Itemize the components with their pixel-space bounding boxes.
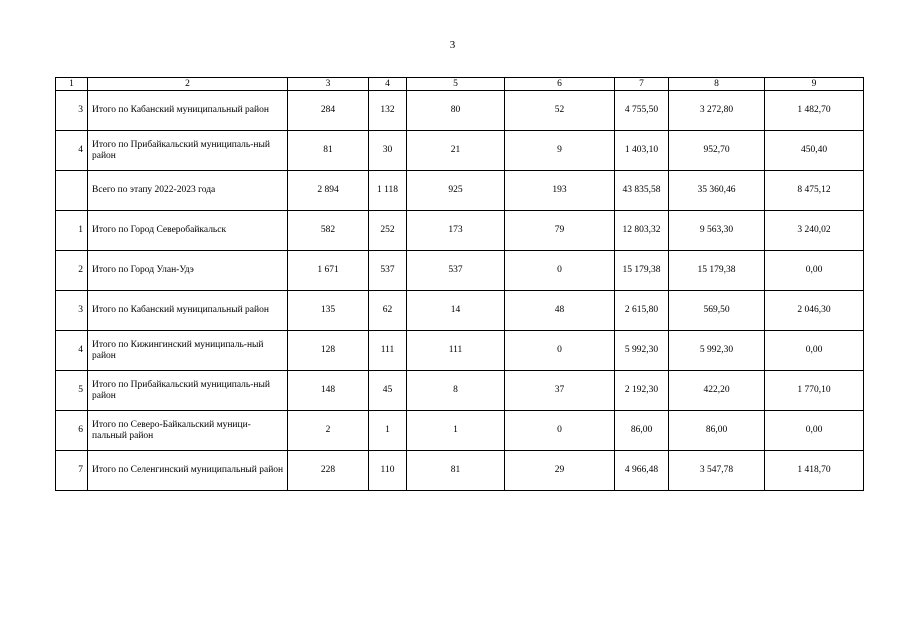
value-col-4: 110 xyxy=(369,451,407,491)
value-col-6: 79 xyxy=(505,211,615,251)
value-col-3: 81 xyxy=(288,131,369,171)
row-name: Итого по Кабанский муниципальный район xyxy=(88,291,288,331)
table-body xyxy=(56,78,864,491)
table-header-row xyxy=(56,78,864,91)
value-col-6: 9 xyxy=(505,131,615,171)
row-number: 4 xyxy=(56,331,88,371)
value-col-4: 252 xyxy=(369,211,407,251)
value-col-7: 5 992,30 xyxy=(615,331,669,371)
value-col-6: 193 xyxy=(505,171,615,211)
table-row xyxy=(56,251,864,291)
value-col-7: 1 403,10 xyxy=(615,131,669,171)
value-col-5: 537 xyxy=(407,251,505,291)
row-name: Итого по Прибайкальский муниципаль-ный район xyxy=(88,371,288,411)
value-col-7: 2 192,30 xyxy=(615,371,669,411)
column-header: 3 xyxy=(288,78,369,91)
value-col-4: 45 xyxy=(369,371,407,411)
value-col-3: 148 xyxy=(288,371,369,411)
value-col-4: 62 xyxy=(369,291,407,331)
row-number: 5 xyxy=(56,371,88,411)
value-col-5: 111 xyxy=(407,331,505,371)
value-col-7: 43 835,58 xyxy=(615,171,669,211)
data-table xyxy=(55,77,864,491)
row-number: 4 xyxy=(56,131,88,171)
value-col-3: 2 894 xyxy=(288,171,369,211)
value-col-7: 2 615,80 xyxy=(615,291,669,331)
value-col-8: 3 272,80 xyxy=(669,91,765,131)
value-col-9: 8 475,12 xyxy=(765,171,864,211)
value-col-8: 3 547,78 xyxy=(669,451,765,491)
row-name: Итого по Северо-Байкальский муници-пальный район xyxy=(88,411,288,451)
value-col-4: 30 xyxy=(369,131,407,171)
value-col-9: 1 770,10 xyxy=(765,371,864,411)
row-number: 7 xyxy=(56,451,88,491)
value-col-5: 81 xyxy=(407,451,505,491)
value-col-6: 0 xyxy=(505,331,615,371)
row-name: Итого по Прибайкальский муниципаль-ный район xyxy=(88,131,288,171)
value-col-3: 135 xyxy=(288,291,369,331)
value-col-5: 1 xyxy=(407,411,505,451)
column-header: 2 xyxy=(88,78,288,91)
row-number: 6 xyxy=(56,411,88,451)
value-col-5: 925 xyxy=(407,171,505,211)
row-number: 3 xyxy=(56,291,88,331)
value-col-9: 1 482,70 xyxy=(765,91,864,131)
value-col-7: 15 179,38 xyxy=(615,251,669,291)
table-row xyxy=(56,131,864,171)
value-col-8: 422,20 xyxy=(669,371,765,411)
table-row xyxy=(56,91,864,131)
table-row xyxy=(56,331,864,371)
value-col-9: 450,40 xyxy=(765,131,864,171)
column-header: 5 xyxy=(407,78,505,91)
value-col-6: 0 xyxy=(505,251,615,291)
value-col-4: 537 xyxy=(369,251,407,291)
value-col-3: 284 xyxy=(288,91,369,131)
value-col-8: 35 360,46 xyxy=(669,171,765,211)
row-number: 2 xyxy=(56,251,88,291)
row-name: Итого по Город Северобайкальск xyxy=(88,211,288,251)
row-name: Итого по Кабанский муниципальный район xyxy=(88,91,288,131)
row-name: Итого по Город Улан-Удэ xyxy=(88,251,288,291)
value-col-6: 52 xyxy=(505,91,615,131)
value-col-5: 173 xyxy=(407,211,505,251)
value-col-9: 0,00 xyxy=(765,251,864,291)
value-col-7: 12 803,32 xyxy=(615,211,669,251)
table-row xyxy=(56,371,864,411)
value-col-9: 3 240,02 xyxy=(765,211,864,251)
table-row xyxy=(56,451,864,491)
value-col-6: 37 xyxy=(505,371,615,411)
value-col-8: 9 563,30 xyxy=(669,211,765,251)
value-col-3: 2 xyxy=(288,411,369,451)
value-col-8: 569,50 xyxy=(669,291,765,331)
value-col-3: 582 xyxy=(288,211,369,251)
value-col-8: 15 179,38 xyxy=(669,251,765,291)
value-col-9: 0,00 xyxy=(765,331,864,371)
row-number: 1 xyxy=(56,211,88,251)
value-col-4: 132 xyxy=(369,91,407,131)
table-row xyxy=(56,211,864,251)
value-col-3: 128 xyxy=(288,331,369,371)
column-header: 7 xyxy=(615,78,669,91)
column-header: 1 xyxy=(56,78,88,91)
row-number: 3 xyxy=(56,91,88,131)
value-col-3: 1 671 xyxy=(288,251,369,291)
value-col-5: 14 xyxy=(407,291,505,331)
value-col-9: 1 418,70 xyxy=(765,451,864,491)
value-col-9: 2 046,30 xyxy=(765,291,864,331)
column-header: 6 xyxy=(505,78,615,91)
value-col-3: 228 xyxy=(288,451,369,491)
column-header: 8 xyxy=(669,78,765,91)
value-col-8: 86,00 xyxy=(669,411,765,451)
value-col-9: 0,00 xyxy=(765,411,864,451)
row-name: Всего по этапу 2022-2023 года xyxy=(88,171,288,211)
page-number: 3 xyxy=(449,39,456,51)
value-col-8: 952,70 xyxy=(669,131,765,171)
column-header: 4 xyxy=(369,78,407,91)
value-col-8: 5 992,30 xyxy=(669,331,765,371)
column-header: 9 xyxy=(765,78,864,91)
row-name: Итого по Кижингинский муниципаль-ный район xyxy=(88,331,288,371)
value-col-4: 1 118 xyxy=(369,171,407,211)
value-col-5: 80 xyxy=(407,91,505,131)
value-col-4: 1 xyxy=(369,411,407,451)
table-row xyxy=(56,291,864,331)
value-col-7: 4 755,50 xyxy=(615,91,669,131)
row-number xyxy=(56,171,88,211)
value-col-5: 8 xyxy=(407,371,505,411)
value-col-6: 48 xyxy=(505,291,615,331)
value-col-6: 29 xyxy=(505,451,615,491)
row-name: Итого по Селенгинский муниципальный район xyxy=(88,451,288,491)
table-row xyxy=(56,171,864,211)
value-col-7: 4 966,48 xyxy=(615,451,669,491)
value-col-4: 111 xyxy=(369,331,407,371)
value-col-6: 0 xyxy=(505,411,615,451)
value-col-5: 21 xyxy=(407,131,505,171)
value-col-7: 86,00 xyxy=(615,411,669,451)
table-row xyxy=(56,411,864,451)
